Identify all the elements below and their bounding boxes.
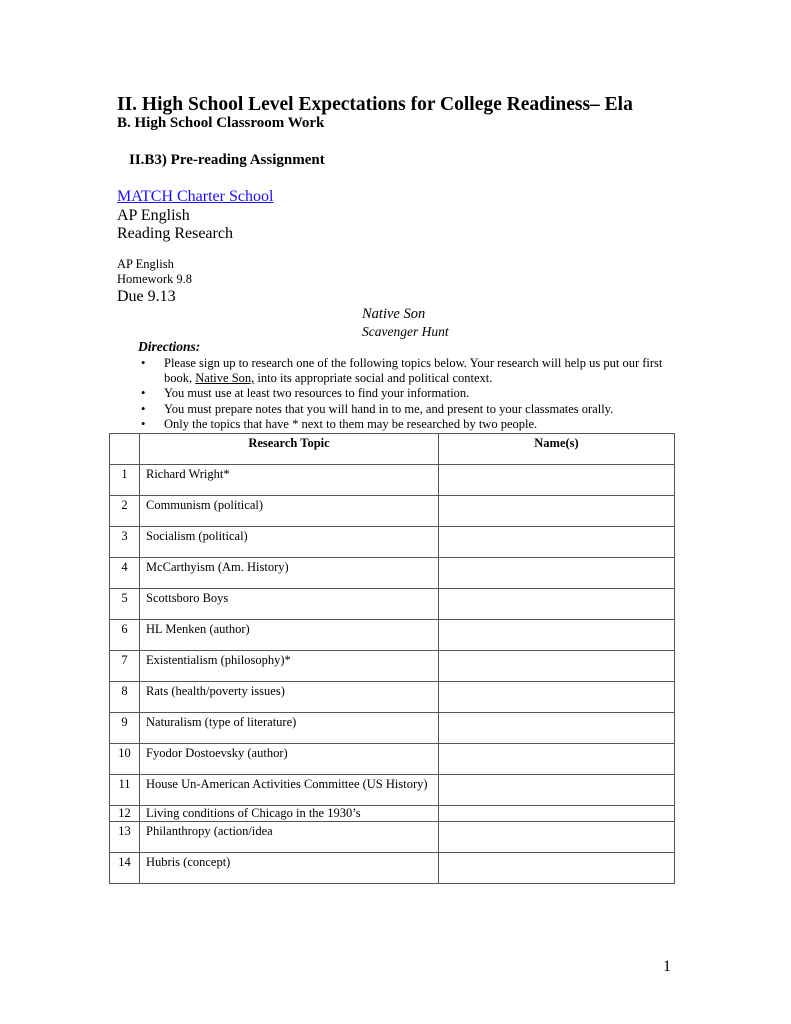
direction-text: Please sign up to research one of the following topics below. Your research will help us put our first book,: [164, 356, 663, 386]
table-row: [110, 744, 675, 775]
row-number: 8: [110, 682, 140, 713]
names-cell[interactable]: [439, 822, 675, 853]
directions-label: Directions:: [138, 339, 201, 354]
names-cell[interactable]: [439, 713, 675, 744]
names-cell[interactable]: [439, 853, 675, 884]
research-topic-cell: Naturalism (type of literature): [140, 713, 439, 744]
row-number: 9: [110, 713, 140, 744]
section-subtitle: B. High School Classroom Work: [117, 115, 325, 131]
research-topic-cell: Fyodor Dostoevsky (author): [140, 744, 439, 775]
table-row: [110, 682, 675, 713]
header-research-topic: Research Topic: [140, 434, 439, 465]
direction-item: [138, 356, 678, 386]
direction-item: [138, 402, 678, 417]
names-cell[interactable]: [439, 744, 675, 775]
row-number: 4: [110, 558, 140, 589]
research-topic-cell: House Un-American Activities Committee (US History): [140, 775, 439, 806]
names-cell[interactable]: [439, 589, 675, 620]
table-row: [110, 620, 675, 651]
names-cell[interactable]: [439, 527, 675, 558]
header-number: [110, 434, 140, 465]
table-row: [110, 651, 675, 682]
table-row: [110, 496, 675, 527]
research-topic-cell: Rats (health/poverty issues): [140, 682, 439, 713]
direction-text: You must prepare notes that you will hand in to me, and present to your classmates orally.: [164, 401, 614, 416]
direction-item: [138, 386, 678, 401]
names-cell[interactable]: [439, 775, 675, 806]
page-number: 1: [663, 958, 671, 975]
table-row: [110, 806, 675, 822]
book-title: Native Son: [362, 306, 426, 322]
header-names: Name(s): [439, 434, 675, 465]
page-title: II. High School Level Expectations for College Readiness– Ela: [117, 94, 633, 115]
directions-list: [138, 356, 678, 432]
names-cell[interactable]: [439, 558, 675, 589]
research-topic-cell: HL Menken (author): [140, 620, 439, 651]
research-topic-cell: Communism (political): [140, 496, 439, 527]
unit-name: Reading Research: [117, 225, 233, 242]
row-number: 12: [110, 806, 140, 822]
row-number: 1: [110, 465, 140, 496]
course-name: AP English: [117, 207, 190, 224]
table-row: [110, 558, 675, 589]
research-topic-cell: Socialism (political): [140, 527, 439, 558]
bullet-icon: •: [141, 356, 146, 370]
table-row: [110, 465, 675, 496]
table-row: [110, 713, 675, 744]
research-topic-cell: Hubris (concept): [140, 853, 439, 884]
research-topic-cell: Existentialism (philosophy)*: [140, 651, 439, 682]
research-topic-cell: Scottsboro Boys: [140, 589, 439, 620]
names-cell[interactable]: [439, 496, 675, 527]
research-topic-cell: McCarthyism (Am. History): [140, 558, 439, 589]
table-header-row: [110, 434, 675, 465]
row-number: 14: [110, 853, 140, 884]
book-reference: Native Son,: [195, 371, 255, 386]
direction-text: You must use at least two resources to find your information.: [164, 386, 470, 401]
row-number: 11: [110, 775, 140, 806]
row-number: 6: [110, 620, 140, 651]
homework-label: Homework 9.8: [117, 272, 192, 286]
table-row: [110, 527, 675, 558]
due-date: Due 9.13: [117, 288, 176, 305]
row-number: 3: [110, 527, 140, 558]
section-heading: II.B3) Pre-reading Assignment: [129, 152, 325, 168]
school-link[interactable]: MATCH Charter School: [117, 188, 274, 205]
bullet-icon: •: [141, 386, 146, 401]
names-cell[interactable]: [439, 806, 675, 822]
names-cell[interactable]: [439, 465, 675, 496]
assignment-course: AP English: [117, 257, 174, 271]
activity-title: Scavenger Hunt: [362, 324, 449, 339]
names-cell[interactable]: [439, 620, 675, 651]
direction-text: Only the topics that have * next to them may be researched by two people.: [164, 416, 538, 431]
names-cell[interactable]: [439, 682, 675, 713]
research-topic-cell: Living conditions of Chicago in the 1930’s: [140, 806, 439, 822]
table-row: [110, 853, 675, 884]
research-topic-cell: Richard Wright*: [140, 465, 439, 496]
row-number: 13: [110, 822, 140, 853]
bullet-icon: •: [141, 401, 146, 416]
row-number: 2: [110, 496, 140, 527]
row-number: 10: [110, 744, 140, 775]
research-topic-table: [109, 433, 675, 884]
table-row: [110, 775, 675, 806]
names-cell[interactable]: [439, 651, 675, 682]
research-topic-cell: Philanthropy (action/idea: [140, 822, 439, 853]
row-number: 5: [110, 589, 140, 620]
table-row: [110, 589, 675, 620]
bullet-icon: •: [141, 416, 146, 431]
direction-item: [138, 417, 678, 432]
direction-text: into its appropriate social and political context.: [254, 371, 493, 386]
row-number: 7: [110, 651, 140, 682]
table-row: [110, 822, 675, 853]
